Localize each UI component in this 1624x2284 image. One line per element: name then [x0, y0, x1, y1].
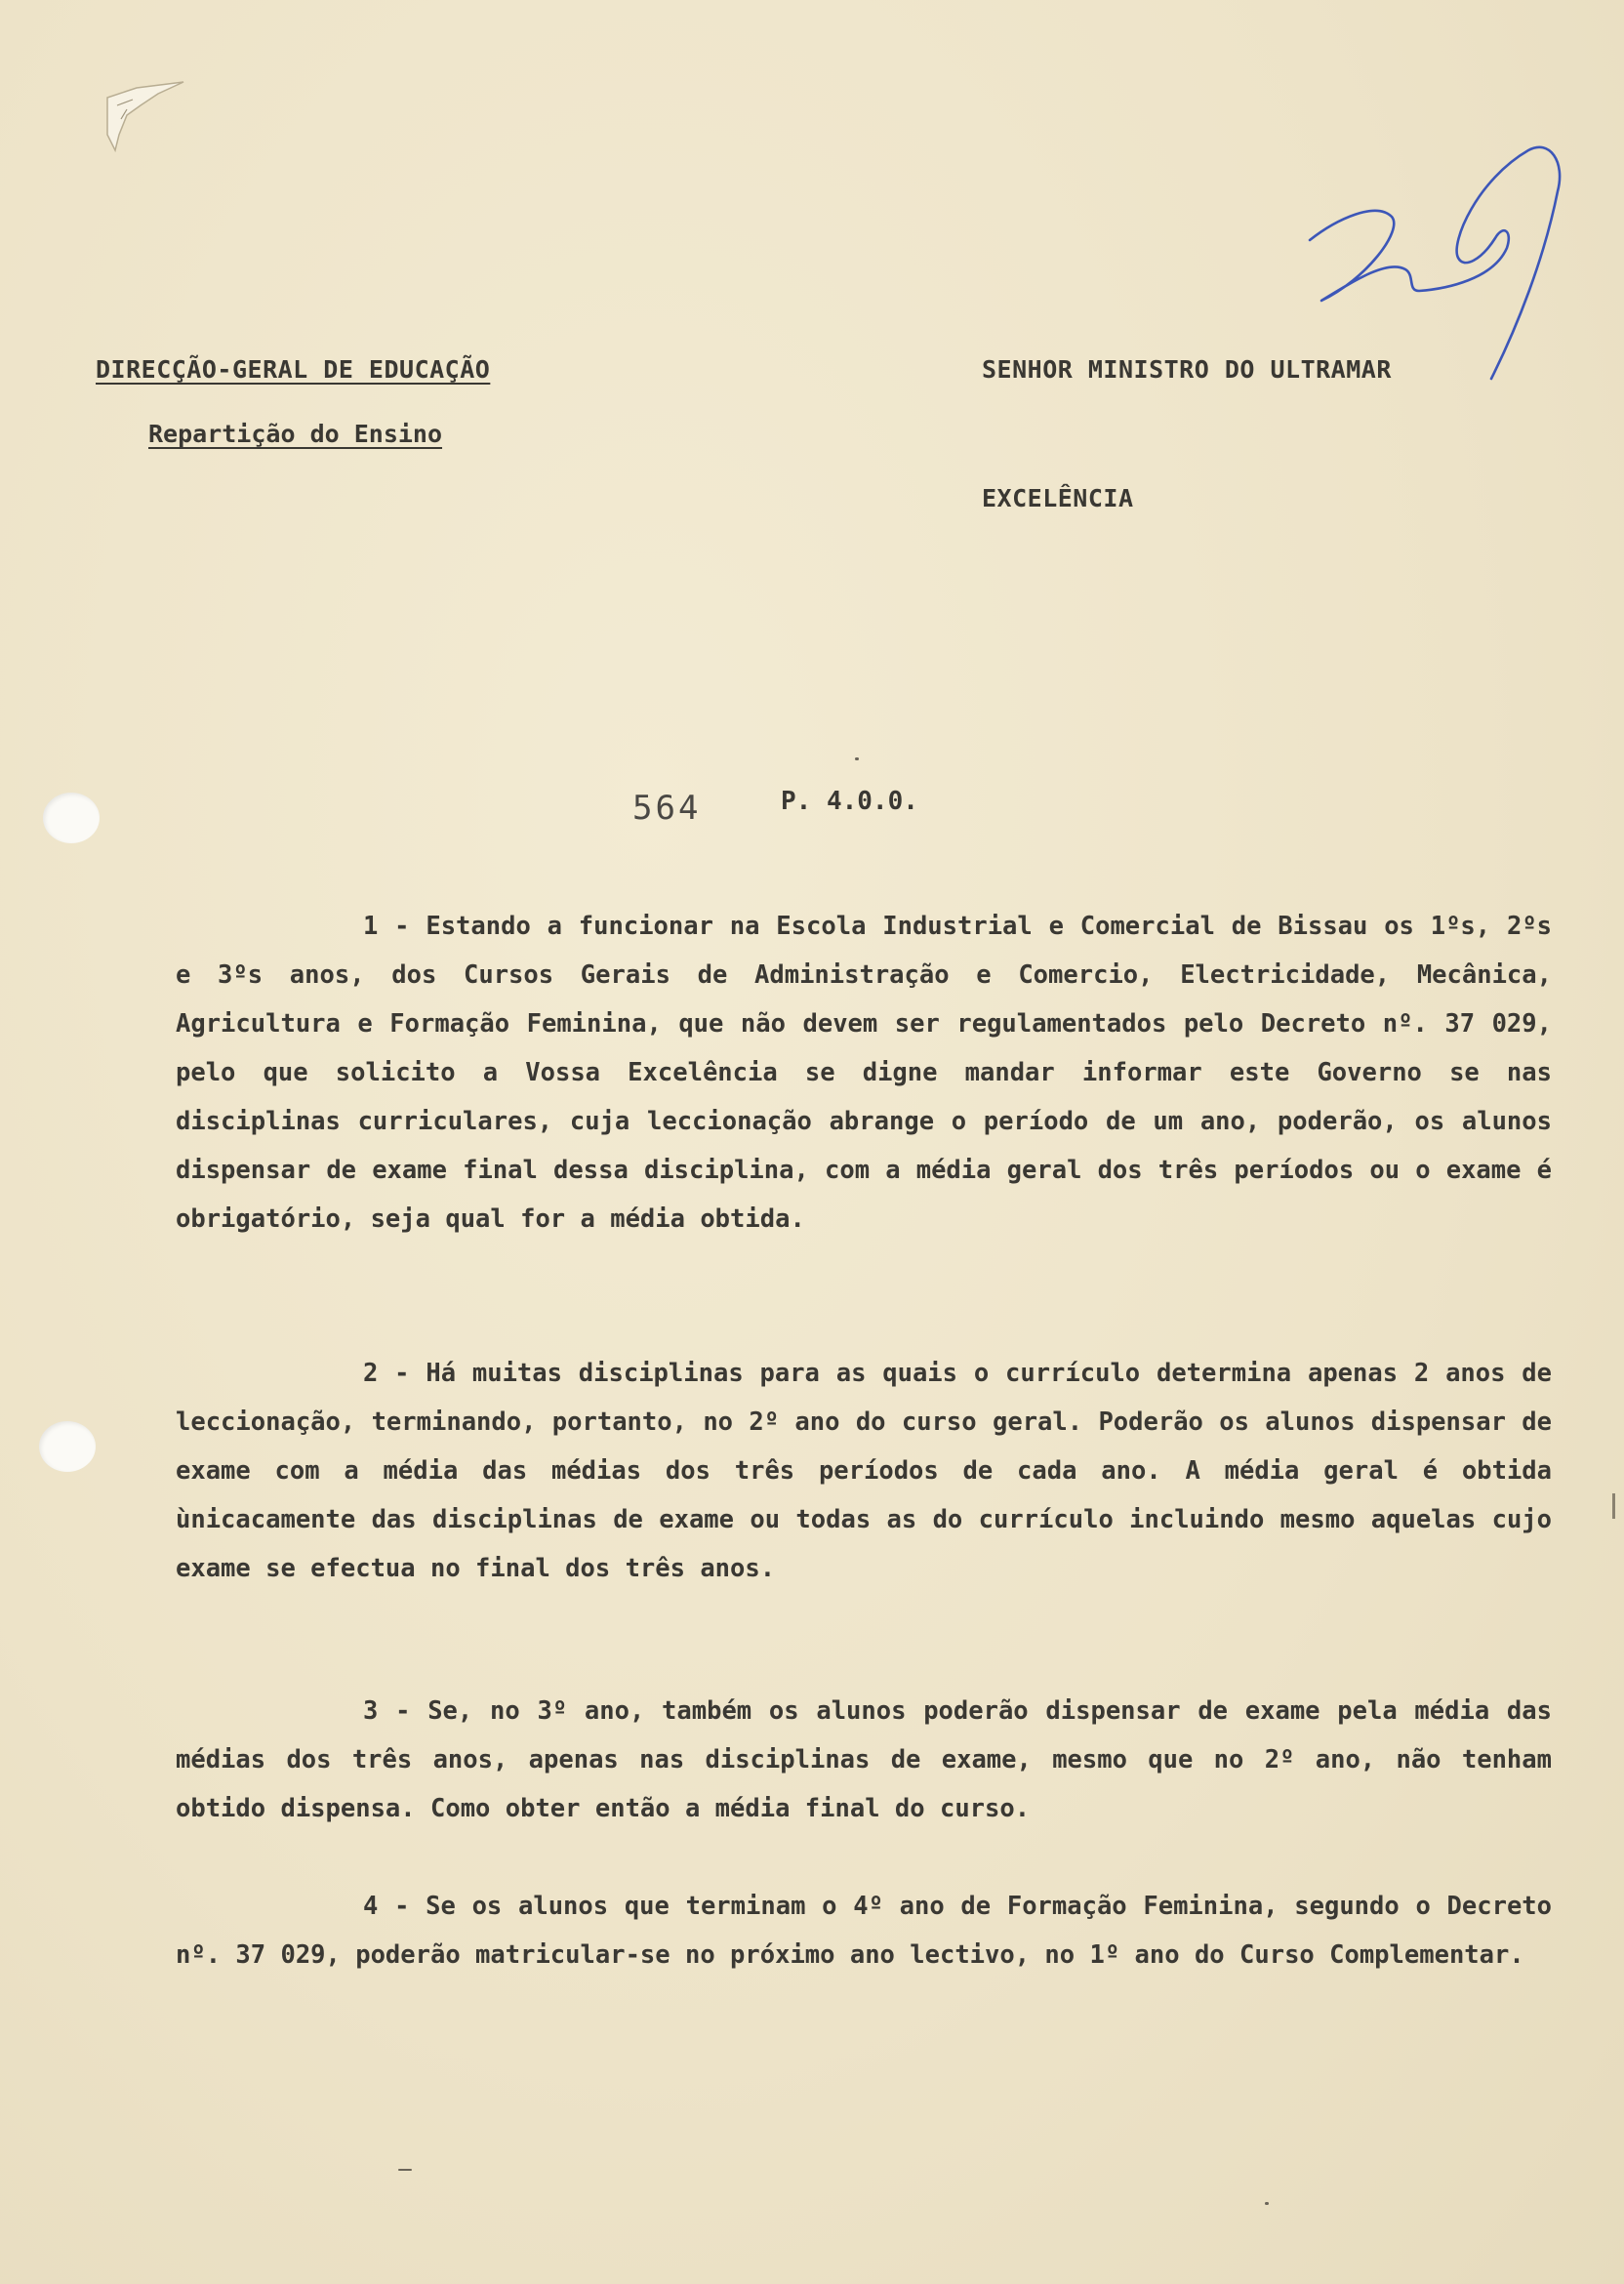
addressee: SENHOR MINISTRO DO ULTRAMAR	[982, 355, 1392, 384]
paragraph-2: 2 - Há muitas disciplinas para as quais o currículo determina apenas 2 anos de leccionação, terminando, portanto, no 2º ano do curso geral. Poderão os alunos dispensar de exame com a média das médias dos três períodos de cada ano. A média geral é obtida ùnicacamente das disciplinas de exame ou todas as do currículo incluindo mesmo aquelas cujo exame se efectua no final dos três anos.	[176, 1359, 1552, 1583]
paper-speck	[1265, 2202, 1269, 2205]
handwritten-signature	[1298, 133, 1571, 387]
paragraph-4: 4 - Se os alunos que terminam o 4º ano de Formação Feminina, segundo o Decreto nº. 37 029, poderão matricular-se no próximo ano lectivo, no 1º ano do Curso Complementar.	[176, 1892, 1552, 1970]
paper-edge-mark	[1612, 1493, 1615, 1519]
salutation: EXCELÊNCIA	[982, 484, 1134, 512]
punch-hole-bottom	[39, 1421, 96, 1472]
paper-speck	[855, 757, 859, 760]
torn-corner-mark	[98, 76, 187, 164]
paragraph-1: 1 - Estando a funcionar na Escola Industrial e Comercial de Bissau os 1ºs, 2ºs e 3ºs anos, dos Cursos Gerais de Administração e Comercio, Electricidade, Mecânica, Agricultura e Formação Feminina, que não devem ser regulamentados pelo Decreto nº. 37 029, pelo que solicito a Vossa Excelência se digne mandar informar este Governo se nas disciplinas curriculares, cuja leccionação abrange o período de um ano, poderão, os alunos dispensar de exame final dessa disciplina, com a média geral dos três períodos ou o exame é obrigatório, seja qual for a média obtida.	[176, 912, 1552, 1234]
document-reference-code: P. 4.0.0.	[781, 787, 918, 816]
document-number: 564	[632, 789, 702, 828]
paper-speck	[398, 2169, 412, 2171]
issuing-office: DIRECÇÃO-GERAL DE EDUCAÇÃO	[96, 355, 491, 384]
issuing-department: Repartição do Ensino	[148, 420, 443, 448]
paragraph-3: 3 - Se, no 3º ano, também os alunos poderão dispensar de exame pela média das médias dos três anos, apenas nas disciplinas de exame, mesmo que no 2º ano, não tenham obtido dispensa. Como obter então a média final do curso.	[176, 1696, 1552, 1823]
punch-hole-top	[43, 793, 100, 843]
